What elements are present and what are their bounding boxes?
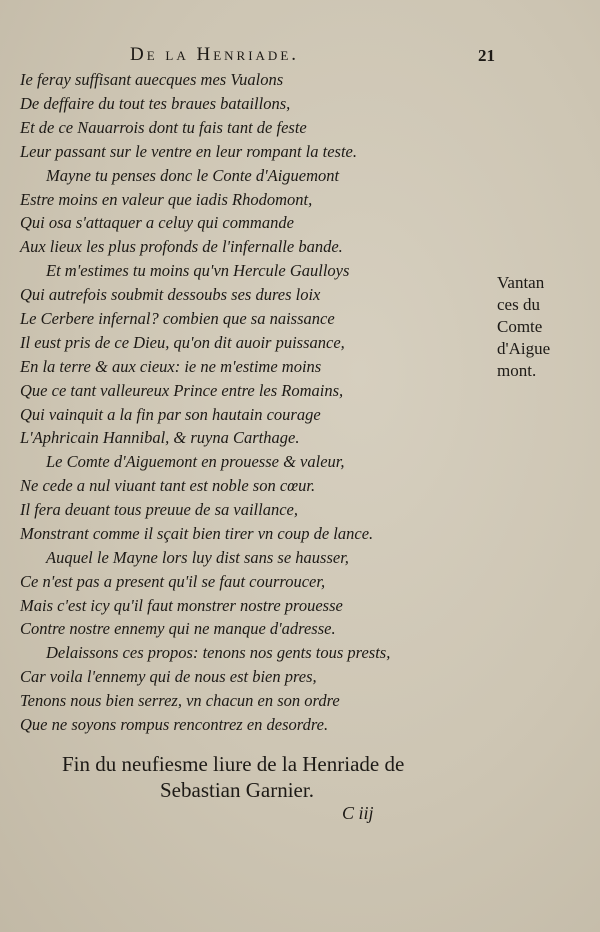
margin-note-line: ces du: [497, 295, 540, 314]
margin-note: [497, 272, 589, 382]
running-title: De la Henriade.: [130, 44, 300, 65]
verse-line: Le Comte d'Aiguemont en prouesse & valeur,: [46, 452, 345, 471]
verse-line: Contre nostre ennemy qui ne manque d'adresse.: [20, 619, 336, 638]
verse-line: Ce n'est pas a present qu'il se faut courroucer,: [20, 572, 326, 591]
verse-line: Il fera deuant tous preuue de sa vaillance,: [20, 500, 298, 519]
verse-line: Auquel le Mayne lors luy dist sans se hausser,: [46, 548, 349, 567]
verse-line: Monstrant comme il sçait bien tirer vn coup de lance.: [20, 524, 374, 543]
verse-line: De deffaire du tout tes braues bataillons,: [20, 94, 291, 113]
verse-line: Ie feray suffisant auecques mes Vualons: [20, 70, 284, 89]
colophon-line-1: Fin du neufiesme liure de la Henriade de: [62, 752, 405, 776]
colophon-line-2: Sebastian Garnier.: [160, 778, 314, 802]
verse-line: Qui vainquit a la fin par son hautain courage: [20, 405, 321, 424]
margin-note-line: d'Aigue: [497, 339, 551, 358]
page-number: 21: [478, 46, 495, 65]
margin-note-line: mont.: [497, 361, 537, 380]
verse-line: Il eust pris de ce Dieu, qu'on dit auoir puissance,: [20, 333, 345, 352]
verse-line: Le Cerbere infernal? combien que sa naissance: [20, 309, 335, 328]
verse-line: Delaissons ces propos: tenons nos gents tous prests,: [46, 643, 391, 662]
verse-line: Ne cede a nul viuant tant est noble son cœur.: [20, 476, 316, 495]
verse-line: Que ce tant valleureux Prince entre les Romains,: [20, 381, 344, 400]
verse-line: L'Aphricain Hannibal, & ruyna Carthage.: [20, 428, 300, 447]
margin-note-line: Vantan: [497, 273, 545, 292]
verse-line: Leur passant sur le ventre en leur rompant la teste.: [20, 142, 357, 161]
verse-line: Mayne tu penses donc le Conte d'Aiguemont: [46, 166, 340, 185]
verse-line: En la terre & aux cieux: ie ne m'estime moins: [20, 357, 322, 376]
verse-line: Car voila l'ennemy qui de nous est bien pres,: [20, 667, 317, 686]
signature-mark: C iij: [342, 803, 374, 823]
verse-line: Estre moins en valeur que iadis Rhodomont,: [20, 190, 313, 209]
verse-line: Que ne soyons rompus rencontrez en desordre.: [20, 715, 329, 734]
verse-line: Tenons nous bien serrez, vn chacun en son ordre: [20, 691, 340, 710]
verse-line: Qui autrefois soubmit dessoubs ses dures loix: [20, 285, 321, 304]
verse-line: Mais c'est icy qu'il faut monstrer nostre prouesse: [20, 596, 343, 615]
verse-line: Qui osa s'attaquer a celuy qui commande: [20, 213, 294, 232]
margin-note-line: Comte: [497, 317, 543, 336]
verse-line: Aux lieux les plus profonds de l'infernalle bande.: [20, 237, 343, 256]
verse-line: Et m'estimes tu moins qu'vn Hercule Gaulloys: [46, 261, 350, 280]
verse-line: Et de ce Nauarrois dont tu fais tant de feste: [20, 118, 307, 137]
